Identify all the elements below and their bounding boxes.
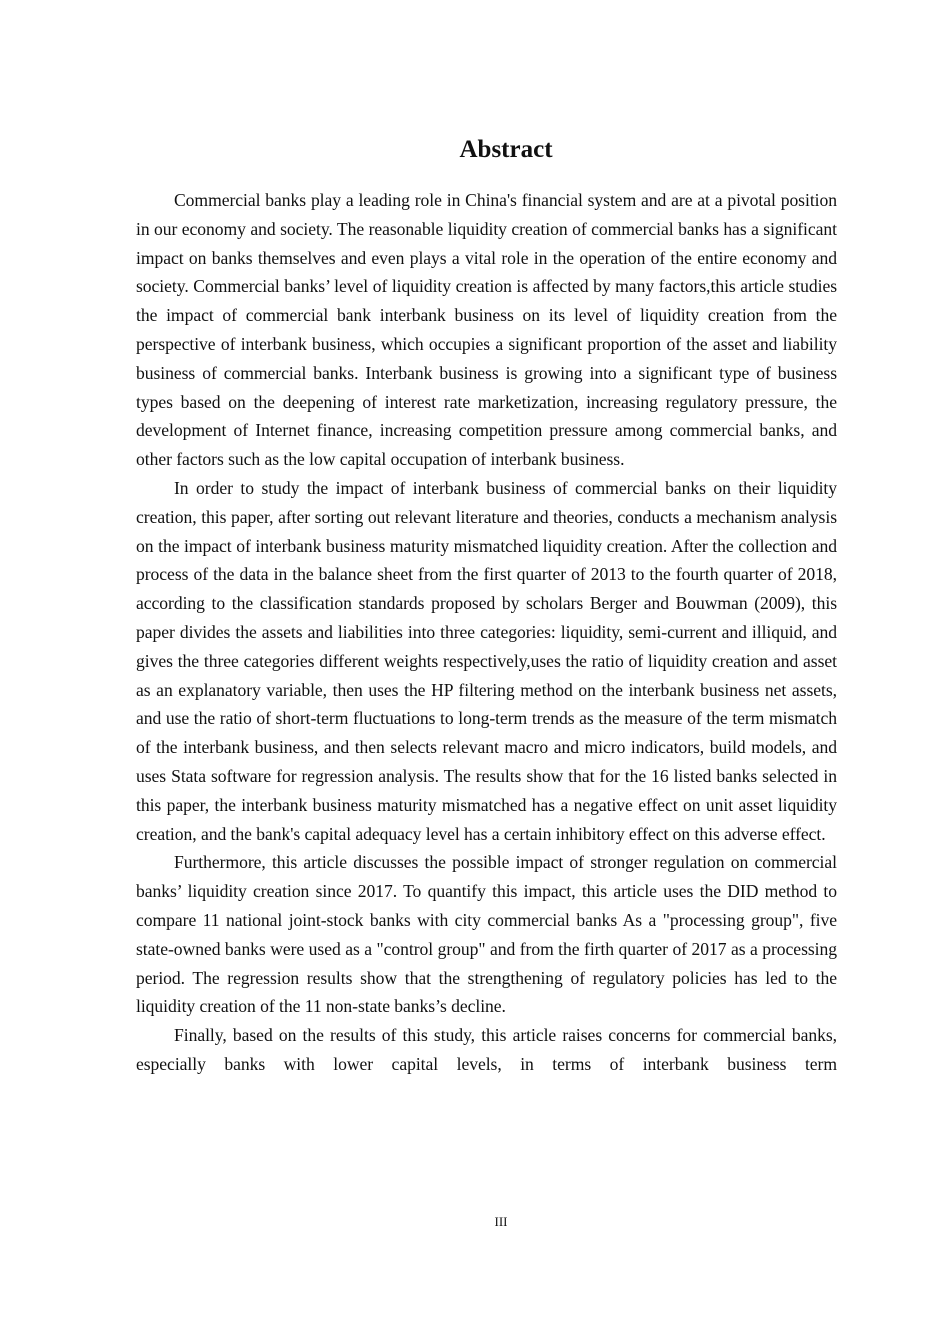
- abstract-paragraph-2: In order to study the impact of interbank business of commercial banks on their liquidity creation, this paper, after sorting out relevant literature and theories, conducts a mechanism analysis on the impact of interbank business maturity mismatched liquidity creation. After the collection and process of the data in the balance sheet from the first quarter of 2013 to the fourth quarter of 2018, according to the classification standards proposed by scholars Berger and Bouwman (2009), this paper divides the assets and liabilities into three categories: liquidity, semi-current and illiquid, and gives the three categories different weights respectively,uses the ratio of liquidity creation and asset as an explanatory variable, then uses the HP filtering method on the interbank business net assets, and use the ratio of short-term fluctuations to long-term trends as the measure of the term mismatch of the interbank business, and then selects relevant macro and micro indicators, build models, and uses Stata software for regression analysis. The results show that for the 16 listed banks selected in this paper, the interbank business maturity mismatched has a negative effect on unit asset liquidity creation, and the bank's capital adequacy level has a certain inhibitory effect on this adverse effect.: [136, 477, 837, 844]
- abstract-title: Abstract: [459, 136, 553, 163]
- abstract-paragraph-4: Finally, based on the results of this study, this article raises concerns for commercial banks, especially banks with lower capital levels, in terms of interbank business term: [136, 1025, 837, 1074]
- abstract-paragraph-3: Furthermore, this article discusses the possible impact of stronger regulation on commercial banks’ liquidity creation since 2017. To quantify this impact, this article uses the DID method to compare 11 national joint-stock banks with city commercial banks As a "processing group", five state-owned banks were used as a "control group" and from the firth quarter of 2017 as a processing period. The regression results show that the strengthening of regulatory policies has led to the liquidity creation of the 11 non-state banks’s decline.: [136, 852, 837, 1017]
- page-number: III: [494, 1214, 508, 1229]
- abstract-body: [136, 186, 837, 1079]
- abstract-paragraph-1: Commercial banks play a leading role in China's financial system and are at a pivotal position in our economy and society. The reasonable liquidity creation of commercial banks has a significant impact on banks themselves and even plays a vital role in the operation of the entire economy and society. Commercial banks’ level of liquidity creation is affected by many factors,this article studies the impact of commercial bank interbank business on its level of liquidity creation from the perspective of interbank business, which occupies a significant proportion of the asset and liability business of commercial banks. Interbank business is growing into a significant type of business types based on the deepening of interest rate marketization, increasing regulatory pressure, the development of Internet finance, increasing competition pressure among commercial banks, and other factors such as the low capital occupation of interbank business.: [136, 190, 837, 470]
